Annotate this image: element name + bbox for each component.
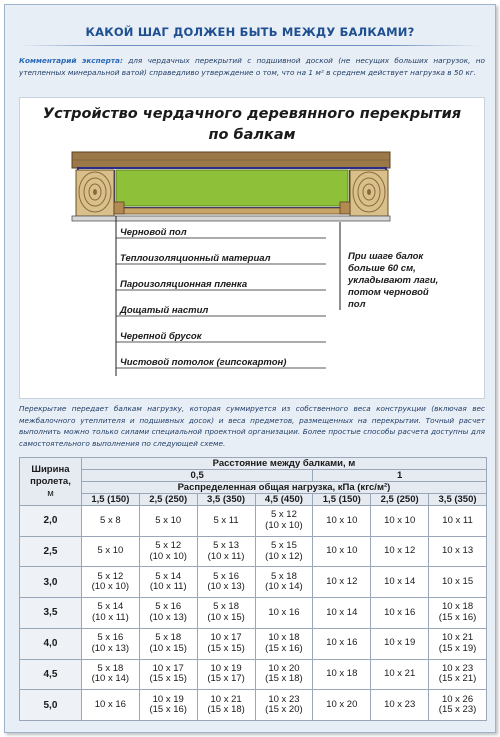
note-line-4: потом черновой [348,287,429,298]
section-cell-line: 10 x 18 [326,668,358,680]
insulation-layer [116,170,348,206]
span-value: 2,5 [20,536,82,567]
section-cell [139,690,197,721]
section-cell [255,567,313,598]
layer-label-insulation: Теплоизоляционный материал [120,253,271,264]
section-cell [371,659,429,690]
section-cell-line: 5 x 14 [97,601,124,613]
table-row [20,536,487,567]
span-value: 5,0 [20,690,82,721]
load-header: Распределенная общая нагрузка, кПа (кгс/м²) [81,482,486,494]
span-value: 3,0 [20,567,82,598]
plank-deck [114,208,350,214]
section-cell-line: 10 x 23 [268,693,300,705]
spacing-value-0: 0,5 [81,470,312,482]
note-line-1: При шаге балок [348,251,424,262]
section-cell-line: 10 x 17 [210,632,242,644]
section-cell [429,598,487,629]
section-cell-line: (10 x 15) [207,611,245,623]
finish-ceiling [72,216,390,221]
section-cell [313,690,371,721]
section-cell-line: (10 x 11) [91,611,129,623]
section-cell [197,536,255,567]
section-cell-line: (10 x 10) [265,519,303,531]
section-cell [429,567,487,598]
layer-label-ceiling: Чистовой потолок (гипсокартон) [120,357,287,368]
section-cell [139,536,197,567]
load-value-2: 3,5 (350) [197,494,255,506]
load-value-3: 4,5 (450) [255,494,313,506]
table-row [20,567,487,598]
page-title: КАКОЙ ШАГ ДОЛЖЕН БЫТЬ МЕЖДУ БАЛКАМИ? [85,25,415,39]
section-cell-line: 10 x 14 [384,576,416,587]
section-cell [139,659,197,690]
section-cell-line: 5 x 18 [97,662,124,674]
section-cell-line: 10 x 15 [441,576,474,587]
section-cell-line: 5 x 13 [213,540,240,552]
layer-label-cranial-bar: Черепной брусок [120,331,202,342]
section-cell-line: (10 x 10) [91,581,130,593]
section-cell [139,598,197,629]
section-cell-line: 10 x 13 [441,545,474,557]
expert-comment [19,55,485,79]
section-cell [429,536,487,567]
section-cell-line: (15 x 15) [207,642,245,654]
figure-title-line-2: по балкам [208,127,296,143]
section-cell [81,567,139,598]
expert-comment-text: для чердачных перекрытий с подшивной доской (не несущих больших нагрузок, но утепленных минеральной ватой) справедливо утверждение о том, что на 1 м² в среднем действует нагрузка в 50 кг. [19,56,485,77]
figure-title-line-1: Устройство чердачного деревянного перекрытия [42,106,462,122]
section-cell [81,536,139,567]
section-cell-line: (15 x 19) [438,642,477,654]
section-cell-line: 10 x 11 [442,514,473,526]
section-cell-line: (10 x 13) [149,611,187,623]
expert-comment-label: Комментарий эксперта: [19,56,123,65]
section-cell-line: 10 x 14 [326,606,358,618]
section-cell-line: (15 x 16) [438,611,477,623]
section-cell [313,659,371,690]
section-cell-line: 10 x 17 [152,662,184,674]
cranial-bar-right [340,202,350,214]
section-cell [313,506,371,537]
section-cell-line: (10 x 15) [149,642,187,654]
section-cell-line: 5 x 16 [213,570,240,582]
span-value: 4,5 [20,659,82,690]
section-cell [371,506,429,537]
table-row [20,598,487,629]
section-cell-line: 10 x 23 [441,662,474,674]
section-cell-line: 10 x 23 [384,698,416,710]
load-paragraph: Перекрытие передает балкам нагрузку, которая суммируется из собственного веса конструкции (включая вес межбалочного утеплителя и подшивных досок) и веса предметов, размещенных на перекрытии. Точный расчет выполнить можно только силами специальной проектной организации. Более простые способы расчета доступны для самостоятельного выполнения по следующей схеме. [19,404,485,448]
section-cell-line: 10 x 18 [268,632,300,644]
section-cell-line: 5 x 8 [100,514,121,526]
section-cell-line: 10 x 12 [384,545,416,557]
section-cell [313,536,371,567]
section-cell [313,598,371,629]
section-cell-line: 10 x 21 [210,693,242,705]
section-cell-line: 5 x 18 [270,570,297,582]
section-cell [255,659,313,690]
table-row [20,659,487,690]
section-cell [81,659,139,690]
section-cell-line: 5 x 16 [155,601,182,613]
section-cell-line: 10 x 10 [326,514,358,526]
section-cell-line: 5 x 12 [270,509,297,521]
section-cell [197,598,255,629]
section-cell-line: 10 x 16 [268,606,300,618]
section-cell [429,628,487,659]
section-cell-line: (10 x 10) [149,550,187,562]
section-cell [429,690,487,721]
layer-label-vapor-film: Пароизоляционная пленка [120,279,248,290]
section-cell-line: (15 x 15) [149,673,187,685]
section-cell-line: 5 x 18 [155,632,182,644]
section-cell-line: (15 x 18) [265,673,303,685]
table-body [20,506,487,721]
section-cell-line: 10 x 12 [326,576,358,587]
section-cell [255,536,313,567]
load-value-4: 1,5 (150) [313,494,371,506]
note-line-2: больше 60 см, [348,263,416,274]
section-cell [429,659,487,690]
section-cell-line: 5 x 15 [270,540,297,552]
section-cell [371,598,429,629]
section-cell [81,628,139,659]
span-header: Ширина пролета, м [20,458,82,506]
section-cell-line: 10 x 26 [441,693,474,705]
section-cell [197,506,255,537]
section-cell-line: (10 x 12) [265,550,303,562]
section-cell-line: (10 x 14) [91,673,130,685]
section-cell-line: 5 x 18 [213,601,240,613]
section-cell [255,628,313,659]
section-cell [81,506,139,537]
section-cell-line: (10 x 14) [265,581,303,593]
table-row [20,628,487,659]
article-panel [4,4,496,733]
section-cell-line: 10 x 19 [384,637,416,649]
section-cell [313,567,371,598]
load-value-0: 1,5 (150) [81,494,139,506]
load-value-6: 3,5 (350) [429,494,487,506]
section-cell-line: 10 x 10 [326,545,358,557]
section-cell [197,567,255,598]
beam-section-table [19,457,487,721]
section-cell-line: 10 x 20 [268,662,300,674]
section-cell [371,690,429,721]
floor-diagram [20,98,484,398]
span-value: 2,0 [20,506,82,537]
floor-structure-figure [19,97,485,399]
section-cell-line: 5 x 10 [155,514,182,526]
section-cell [197,659,255,690]
section-cell-line: 10 x 16 [94,698,126,710]
section-cell-line: (15 x 18) [207,704,245,716]
section-cell [197,690,255,721]
section-cell-line: 10 x 19 [210,662,242,674]
section-cell-line: (15 x 23) [438,704,477,716]
cranial-bar-left [114,202,124,214]
section-cell-line: (15 x 16) [265,642,303,654]
load-value-1: 2,5 (250) [139,494,197,506]
section-cell [139,506,197,537]
section-cell-line: 10 x 10 [384,514,416,526]
section-cell-line: 5 x 16 [97,632,124,644]
section-cell-line: (15 x 17) [207,673,245,685]
section-cell [139,567,197,598]
section-cell-line: (15 x 16) [149,704,187,716]
section-cell-line: 10 x 21 [441,632,474,644]
note-line-5: пол [348,299,366,310]
table-row [20,506,487,537]
section-cell-line: 5 x 11 [213,514,239,526]
load-value-5: 2,5 (250) [371,494,429,506]
beam-right [350,170,388,216]
section-cell-line: 5 x 12 [97,570,124,582]
section-cell [313,628,371,659]
section-cell [371,536,429,567]
table-row [20,690,487,721]
load-values-row [20,494,487,506]
spacing-header: Расстояние между балками, м [81,458,486,470]
section-cell [81,690,139,721]
section-cell-line: 5 x 12 [155,540,182,552]
section-cell-line: (10 x 13) [207,581,245,593]
layer-label-plank-deck: Дощатый настил [120,305,209,316]
section-cell-line: 10 x 16 [384,606,416,618]
layer-label-subfloor: Черновой пол [120,227,187,238]
section-cell [429,506,487,537]
section-cell [371,567,429,598]
section-cell-line: (15 x 21) [438,673,477,685]
section-cell-line: (15 x 20) [265,704,303,716]
span-value: 3,5 [20,598,82,629]
section-cell [255,690,313,721]
section-cell-line: 5 x 10 [97,545,124,557]
section-cell-line: 10 x 21 [384,668,416,680]
section-cell [197,628,255,659]
beam-left [76,170,114,216]
span-value: 4,0 [20,628,82,659]
section-cell-line: (10 x 11) [149,581,187,593]
title-divider [19,45,481,46]
section-cell-line: (10 x 13) [91,642,130,654]
note-line-3: укладывают лаги, [348,275,439,286]
section-cell [255,506,313,537]
section-cell [255,598,313,629]
section-cell-line: (10 x 11) [207,550,245,562]
section-cell-line: 10 x 18 [441,601,474,613]
section-cell-line: 10 x 19 [152,693,184,705]
section-cell [139,628,197,659]
spacing-value-1: 1 [313,470,487,482]
section-cell-line: 10 x 20 [326,698,358,710]
section-cell [371,628,429,659]
section-cell-line: 5 x 14 [155,570,182,582]
section-cell [81,598,139,629]
section-cell-line: 10 x 16 [326,637,358,649]
